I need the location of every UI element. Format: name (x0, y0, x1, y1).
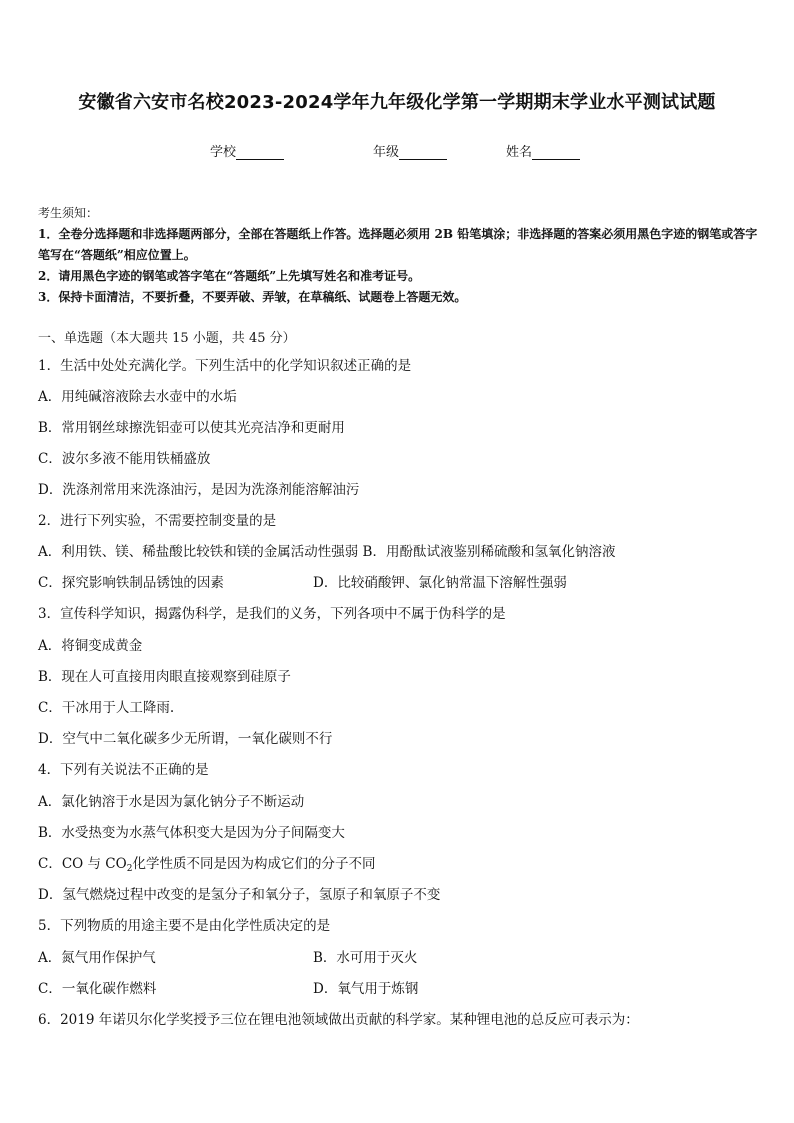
question-4-stem: 4．下列有关说法不正确的是 (38, 762, 209, 778)
question-5-option-a[interactable]: A．氮气用作保护气 (38, 950, 156, 966)
co2-subscript: 2 (126, 864, 133, 874)
question-3-option-d[interactable]: D．空气中二氧化碳多少无所谓，一氧化碳则不行 (38, 731, 333, 747)
question-5-option-b[interactable]: B．水可用于灭火 (313, 950, 418, 966)
notice-item: 2．请用黑色字迹的钢笔或答字笔在“答题纸”上先填写姓名和准考证号。 (38, 269, 421, 283)
question-3-option-b[interactable]: B．现在人可直接用肉眼直接观察到硅原子 (38, 669, 291, 685)
name-field[interactable] (506, 141, 580, 160)
option-c-text-post: 化学性质不同是因为构成它们的分子不同 (132, 856, 376, 872)
question-5-option-c[interactable]: C．一氧化碳作燃料 (38, 981, 157, 997)
question-2-options-ab[interactable]: A．利用铁、镁、稀盐酸比较铁和镁的金属活动性强弱 B．用酚酞试液鉴别稀硫酸和氢氧化钠溶液 (38, 544, 616, 560)
question-4-option-d[interactable]: D．氢气燃烧过程中改变的是氢分子和氧分子，氢原子和氧原子不变 (38, 887, 441, 903)
grade-blank[interactable] (399, 146, 447, 160)
grade-label: 年级 (373, 145, 400, 160)
page-title: 安徽省六安市名校2023-2024学年九年级化学第一学期期末学业水平测试试题 (78, 92, 716, 113)
question-5-option-d[interactable]: D．氧气用于炼钢 (313, 981, 419, 997)
question-2-option-d[interactable]: D．比较硝酸钾、氯化钠常温下溶解性强弱 (313, 575, 567, 591)
option-c-text-pre: C．CO 与 CO (38, 856, 127, 872)
question-1-stem: 1．生活中处处充满化学。下列生活中的化学知识叙述正确的是 (38, 358, 412, 374)
question-1-option-a[interactable]: A．用纯碱溶液除去水壶中的水垢 (38, 389, 237, 405)
name-label: 姓名 (506, 145, 533, 160)
question-3-option-c[interactable]: C．干冰用于人工降雨. (38, 700, 175, 716)
question-3-stem: 3．宣传科学知识，揭露伪科学，是我们的义务，下列各项中不属于伪科学的是 (38, 606, 506, 622)
question-4-option-c[interactable] (38, 852, 375, 874)
question-4-option-b[interactable]: B．水受热变为水蒸气体积变大是因为分子间隔变大 (38, 825, 345, 841)
question-1-option-c[interactable]: C．波尔多液不能用铁桶盛放 (38, 451, 211, 467)
school-field[interactable] (210, 141, 284, 160)
notice-item: 1．全卷分选择题和非选择题两部分，全部在答题纸上作答。选择题必须用 2B 铅笔填涂；非选择题的答案必须用黑色字迹的钢笔或答字笔写在“答题纸”相应位置上。 (38, 227, 758, 262)
notice-heading: 考生须知： (38, 206, 99, 220)
question-5-stem: 5．下列物质的用途主要不是由化学性质决定的是 (38, 918, 331, 934)
question-6-stem: 6．2019 年诺贝尔化学奖授予三位在锂电池领域做出贡献的科学家。某种锂电池的总反应可表示为： (38, 1012, 639, 1028)
question-3-option-a[interactable]: A．将铜变成黄金 (38, 638, 143, 654)
notice-item: 3．保持卡面清洁，不要折叠，不要弄破、弄皱，在草稿纸、试题卷上答题无效。 (38, 290, 467, 304)
question-1-option-b[interactable]: B．常用钢丝球擦洗铝壶可以使其光亮洁净和更耐用 (38, 420, 345, 436)
question-2-stem: 2．进行下列实验，不需要控制变量的是 (38, 513, 277, 529)
name-blank[interactable] (532, 146, 580, 160)
question-4-option-a[interactable]: A．氯化钠溶于水是因为氯化钠分子不断运动 (38, 794, 305, 810)
school-label: 学校 (210, 145, 237, 160)
grade-field[interactable] (373, 141, 447, 160)
question-2-option-c[interactable]: C．探究影响铁制品锈蚀的因素 (38, 575, 224, 591)
school-blank[interactable] (236, 146, 284, 160)
question-1-option-d[interactable]: D．洗涤剂常用来洗涤油污，是因为洗涤剂能溶解油污 (38, 482, 360, 498)
section-heading: 一、单选题（本大题共 15 小题，共 45 分） (38, 331, 296, 346)
exam-notice (38, 203, 760, 308)
